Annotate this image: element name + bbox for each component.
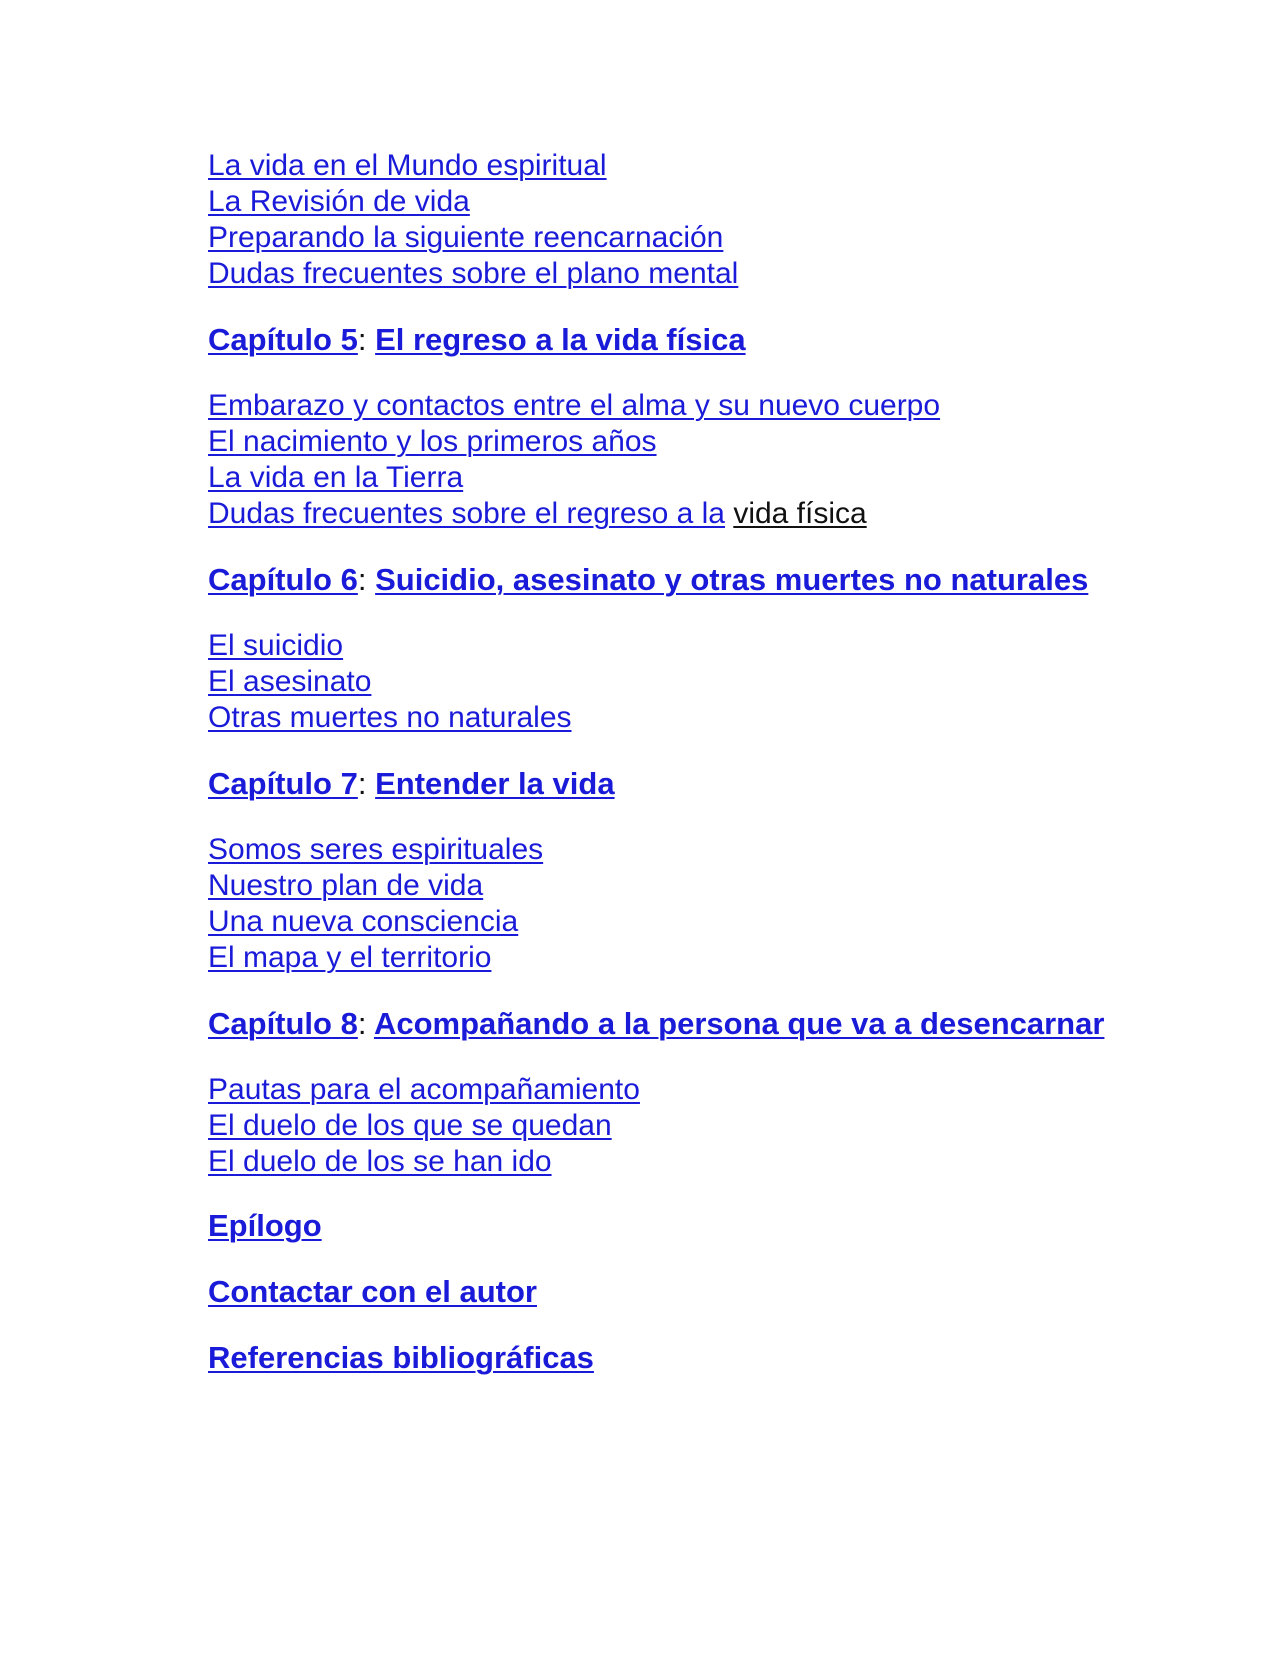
toc-link-otras-muertes[interactable]: Otras muertes no naturales (208, 701, 572, 734)
section-list-mental-plane (208, 148, 1228, 292)
chapter-6-label-link[interactable]: Capítulo 6 (208, 562, 358, 597)
toc-link-duelo-los-que-se-quedan[interactable]: El duelo de los que se quedan (208, 1109, 612, 1142)
chapter-8-heading (208, 1004, 1228, 1044)
toc-link-nacimiento-primeros-anos[interactable]: El nacimiento y los primeros años (208, 425, 657, 458)
toc-link-nuestro-plan-de-vida[interactable]: Nuestro plan de vida (208, 869, 484, 902)
chapter-6-title-link[interactable]: Suicidio, asesinato y otras muertes no naturales (375, 562, 1089, 597)
chapter-7-separator: : (357, 766, 367, 801)
toc-link-duelo-los-se-han-ido[interactable]: El duelo de los se han ido (208, 1145, 552, 1178)
section-list-chapter-6 (208, 628, 1228, 736)
chapter-5-heading (208, 320, 1228, 360)
section-list-chapter-7 (208, 832, 1228, 976)
toc-link-suicidio[interactable]: El suicidio (208, 629, 344, 662)
chapter-7-title-link[interactable]: Entender la vida (375, 766, 615, 801)
epilogue-heading (208, 1206, 1228, 1246)
toc-link-pautas-acompanamiento[interactable]: Pautas para el acompañamiento (208, 1073, 640, 1106)
toc-line-dudas-regreso (208, 496, 1228, 532)
chapter-7-label-link[interactable]: Capítulo 7 (208, 766, 358, 801)
toc-link-vida-mundo-espiritual[interactable]: La vida en el Mundo espiritual (208, 149, 607, 182)
toc-link-revision-de-vida[interactable]: La Revisión de vida (208, 185, 470, 218)
toc-link-preparando-reencarnacion[interactable]: Preparando la siguiente reencarnación (208, 221, 724, 254)
toc-link-vida-fisica[interactable]: vida física (733, 497, 867, 530)
chapter-6-separator: : (357, 562, 367, 597)
chapter-5-separator: : (357, 322, 367, 357)
references-heading (208, 1338, 1228, 1378)
chapter-8-separator: : (357, 1006, 367, 1041)
toc-link-dudas-plano-mental[interactable]: Dudas frecuentes sobre el plano mental (208, 257, 739, 290)
epilogue-link[interactable]: Epílogo (208, 1208, 322, 1243)
toc-link-asesinato[interactable]: El asesinato (208, 665, 372, 698)
table-of-contents (208, 148, 1228, 1404)
chapter-5-title-link[interactable]: El regreso a la vida física (375, 322, 746, 357)
chapter-7-heading (208, 764, 1228, 804)
chapter-6-heading (208, 560, 1228, 600)
chapter-8-title-link[interactable]: Acompañando a la persona que va a desencarnar (373, 1006, 1105, 1041)
section-list-chapter-8 (208, 1072, 1228, 1180)
toc-link-embarazo-contactos[interactable]: Embarazo y contactos entre el alma y su nuevo cuerpo (208, 389, 941, 422)
toc-link-somos-seres-espirituales[interactable]: Somos seres espirituales (208, 833, 544, 866)
toc-link-dudas-regreso[interactable]: Dudas frecuentes sobre el regreso a la (208, 497, 725, 530)
toc-link-vida-en-la-tierra[interactable]: La vida en la Tierra (208, 461, 464, 494)
toc-link-nueva-consciencia[interactable]: Una nueva consciencia (208, 905, 519, 938)
references-link[interactable]: Referencias bibliográficas (208, 1340, 594, 1375)
toc-link-mapa-territorio[interactable]: El mapa y el territorio (208, 941, 492, 974)
contact-heading (208, 1272, 1228, 1312)
section-list-chapter-5 (208, 388, 1228, 532)
chapter-8-label-link[interactable]: Capítulo 8 (208, 1006, 358, 1041)
contact-author-link[interactable]: Contactar con el autor (208, 1274, 537, 1309)
chapter-5-label-link[interactable]: Capítulo 5 (208, 322, 358, 357)
